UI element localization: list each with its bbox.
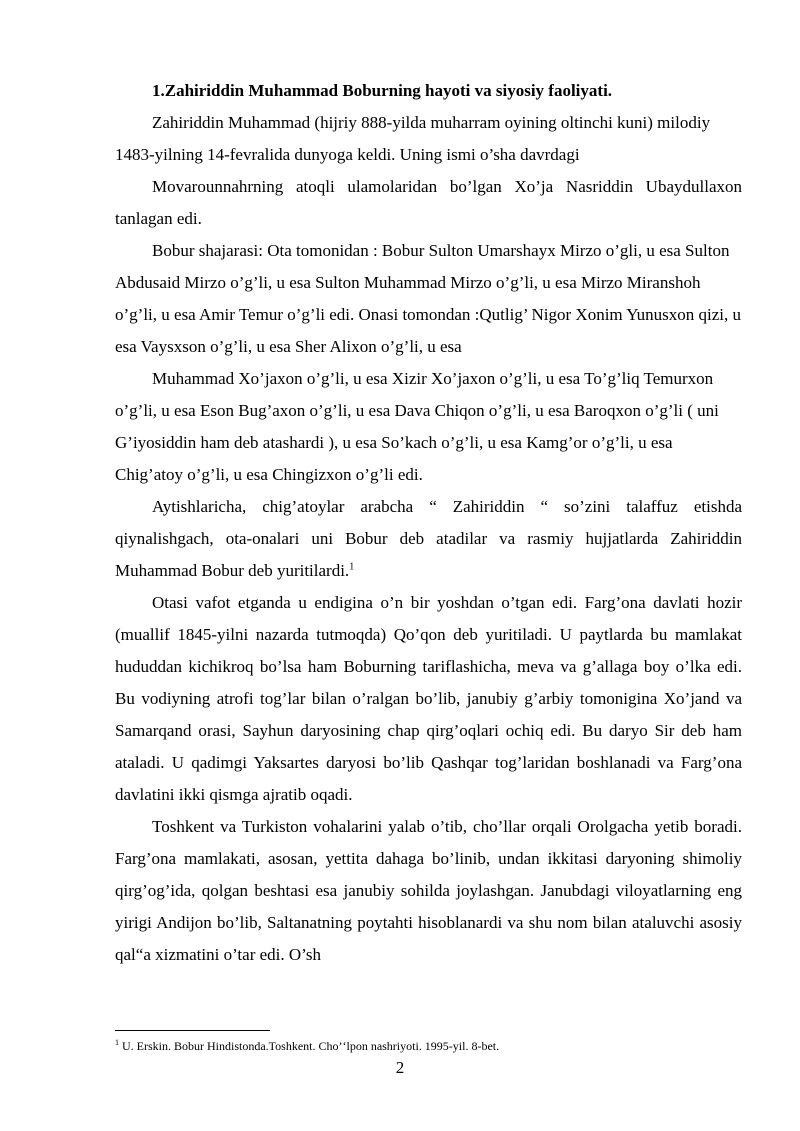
footnote-divider	[115, 1030, 270, 1031]
paragraph-5	[115, 491, 742, 587]
paragraph-6: Otasi vafot etganda u endigina o’n bir yoshdan o’tgan edi. Farg’ona davlati hozir (muallif 1845-yilni nazarda tutmoqda) Qo’qon deb yuritiladi. U paytlarda bu mamlakat hududdan kichikroq bo’lsa ham Boburning tariflashicha, meva va g’allaga boy o’lka edi. Bu vodiyning atrofi tog’lar bilan o’ralgan bo’lib, janubiy g’arbiy tomonigina Xo’jand va Samarqand orasi, Sayhun daryosining chap qirg’oqlari ochiq edi. Bu daryo Sir deb ham ataladi. U qadimgi Yaksartes daryosi bo’lib Qashqar tog’laridan boshlanadi va Farg’ona davlatini ikki qismga ajratib oqadi.	[115, 593, 742, 804]
paragraph-7: Toshkent va Turkiston vohalarini yalab o’tib, cho’llar orqali Orolgacha yetib boradi. Farg’ona mamlakati, asosan, yettita dahaga bo’linib, undan ikkitasi daryoning shimoliy qirg’og’ida, qolgan beshtasi esa janubiy sohilda joylashgan. Janubdagi viloyatlarning eng yirigi Andijon bo’lib, Saltanatning poytahti hisoblanardi va shu nom bilan ataluvchi asosiy qal“a xizmatini o’tar edi. O’sh	[115, 817, 742, 964]
section-heading: 1.Zahiriddin Muhammad Boburning hayoti va siyosiy faoliyati.	[152, 81, 613, 100]
paragraph-5-text: Aytishlaricha, chig’atoylar arabcha “ Zahiriddin “ so’zini talaffuz etishda qiynalishgach, ota-onalari uni Bobur deb atadilar va rasmiy hujjatlarda Zahiriddin Muhammad Bobur deb yuritilardi.	[115, 497, 742, 580]
footnote-text: U. Erskin. Bobur Hindistonda.Toshkent. Cho’‘lpon nashriyoti. 1995-yil. 8-bet.	[122, 1039, 500, 1053]
paragraph-3: Bobur shajarasi: Ota tomonidan : Bobur Sulton Umarshayx Mirzo o’gli, u esa Sulton Abdusaid Mirzo o’g’li, u esa Sulton Muhammad Mirzo o’g’li, u esa Mirzo Miranshoh o’g’li, u esa Amir Temur o’g’li edi. Onasi tomondan :Qutlig’ Nigor Xonim Yunusxon qizi, u esa Vaysxson o’g’li, u esa Sher Alixon o’g’li, u esa	[115, 241, 742, 356]
document-body	[115, 74, 742, 971]
footnote-reference[interactable]: 1	[349, 561, 355, 573]
footnote	[115, 1038, 742, 1054]
footnote-marker: 1	[115, 1038, 119, 1047]
paragraph-2: Movarounnahrning atoqli ulamolaridan bo’lgan Xo’ja Nasriddin Ubaydullaxon tanlagan edi.	[115, 177, 742, 228]
page-number: 2	[395, 1058, 405, 1077]
paragraph-1: Zahiriddin Muhammad (hijriy 888-yilda muharram oyining oltinchi kuni) milodiy 1483-yilning 14-fevralida dunyoga keldi. Uning ismi o’sha davrdagi	[115, 113, 711, 164]
paragraph-4: Muhammad Xo’jaxon o’g’li, u esa Xizir Xo’jaxon o’g’li, u esa To’g’liq Temurxon o’g’li, u esa Eson Bug’axon o’g’li, u esa Dava Chiqon o’g’li, u esa Baroqxon o’g’li ( uni G’iyosiddin ham deb atashardi ), u esa So’kach o’g’li, u esa Kamg’or o’g’li, u esa Chig’atoy o’g’li, u esa Chingizxon o’g’li edi.	[115, 369, 719, 484]
